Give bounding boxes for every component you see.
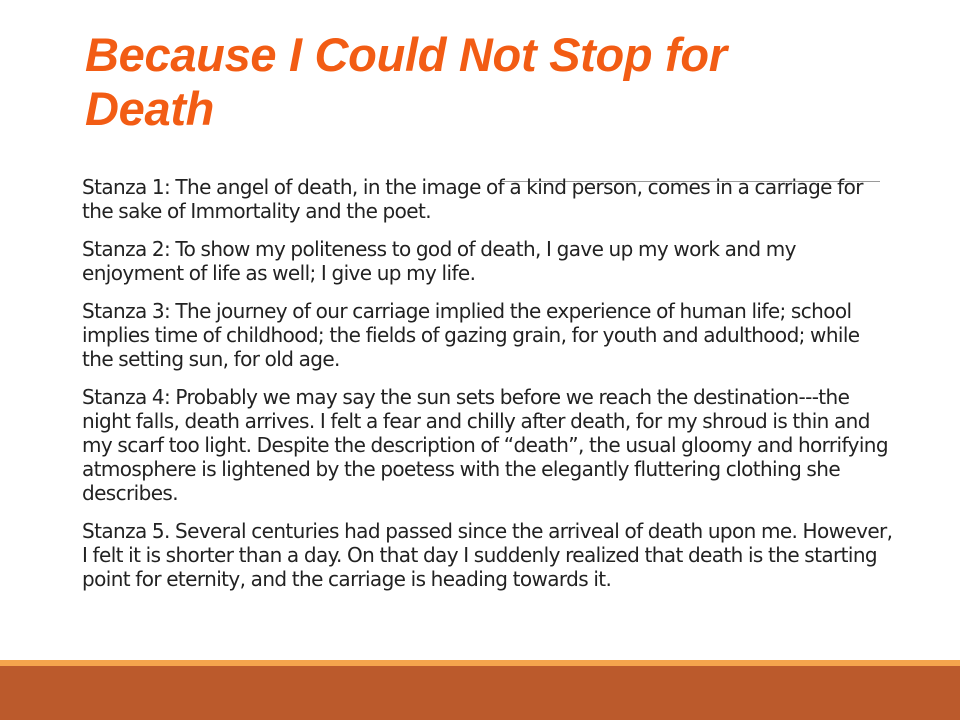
stanza-2-paragraph: Stanza 2: To show my politeness to god of death, I gave up my work and my enjoyment of life as well; I give up my life. (82, 237, 796, 285)
stanza-4-paragraph: Stanza 4: Probably we may say the sun sets before we reach the destination---the night falls, death arrives. I felt a fear and chilly after death, for my shroud is thin and my scarf too light. Despite the description of “death”, the usual gloomy and horrifying atmosphere is lightened by the poetess with the elegantly fluttering clothing she describes. (82, 385, 888, 505)
slide-title: Because I Could Not Stop for Death (85, 28, 727, 135)
slide-body (82, 175, 894, 605)
stanza-1-paragraph: Stanza 1: The angel of death, in the image of a kind person, comes in a carriage for the sake of Immortality and the poet. (82, 175, 863, 223)
footer-bar (0, 666, 960, 720)
stanza-5-paragraph: Stanza 5. Several centuries had passed since the arriveal of death upon me. However, I felt it is shorter than a day. On that day I suddenly realized that death is the starting point for eternity, and the carriage is heading towards it. (82, 519, 893, 591)
stanza-3-paragraph: Stanza 3: The journey of our carriage implied the experience of human life; school implies time of childhood; the fields of gazing grain, for youth and adulthood; while the setting sun, for old age. (82, 299, 860, 371)
